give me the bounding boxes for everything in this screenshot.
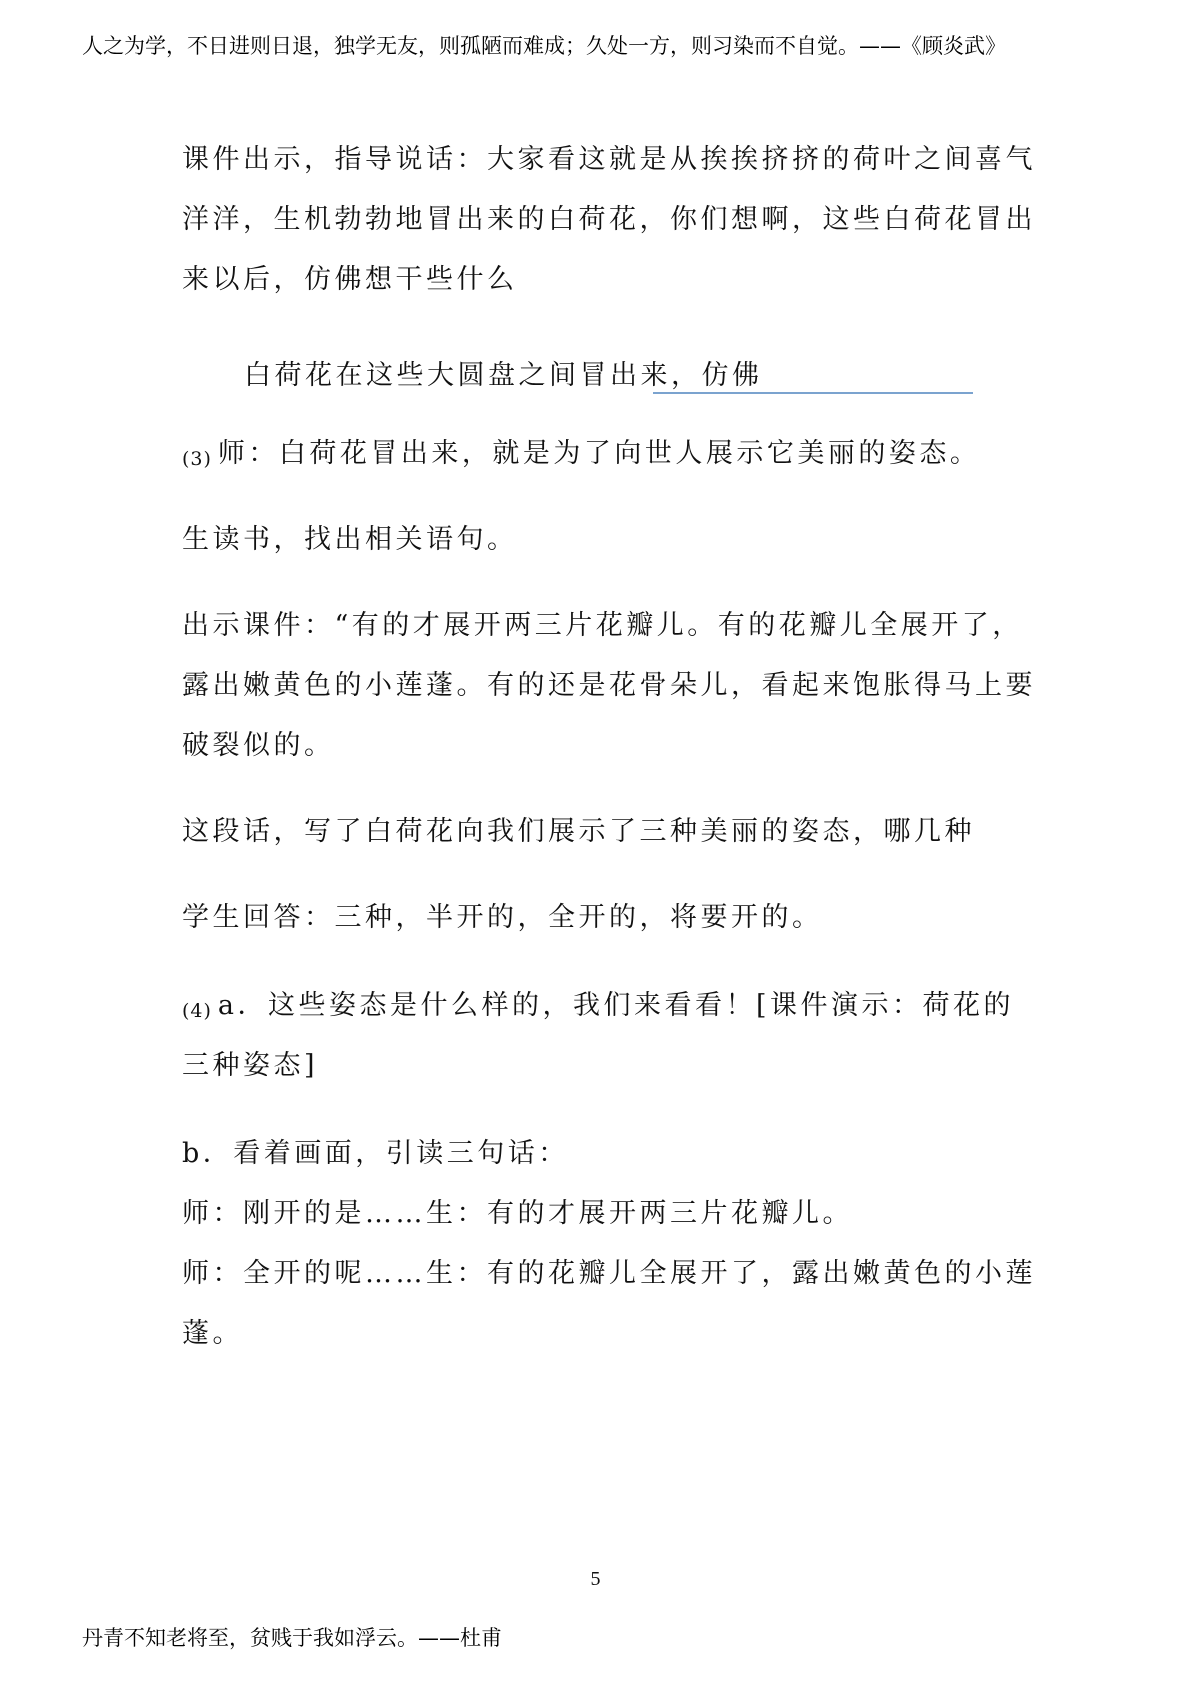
item-number: (3): [182, 448, 212, 470]
paragraph-line: 洋洋，生机勃勃地冒出来的白荷花，你们想啊，这些白荷花冒出: [182, 204, 1036, 235]
answer-blank-line: [653, 348, 973, 394]
paragraph-line: 师：全开的呢……生：有的花瓣儿全展开了，露出嫩黄色的小莲: [182, 1258, 1036, 1289]
paragraph-line: [182, 988, 1014, 1026]
fill-in-sentence: [244, 348, 763, 394]
footer-quote: 丹青不知老将至，贫贱于我如浮云。——杜甫: [82, 1626, 502, 1650]
fill-in-prompt: 白荷花在这些大圆盘之间冒出来，仿佛: [244, 360, 763, 391]
paragraph-line: 来以后，仿佛想干些什么: [182, 264, 518, 295]
paragraph-line: 蓬。: [182, 1318, 243, 1349]
paragraph-line: 出示课件：“有的才展开两三片花瓣儿。有的花瓣儿全展开了，: [182, 610, 1023, 641]
paragraph-line: 三种姿态]: [182, 1050, 319, 1081]
paragraph-line: 破裂似的。: [182, 730, 335, 761]
paragraph-line: b．看着画面，引读三句话：: [182, 1138, 569, 1169]
paragraph-line: 生读书，找出相关语句。: [182, 524, 518, 555]
paragraph-text: 师：白荷花冒出来，就是为了向世人展示它美丽的姿态。: [217, 438, 981, 469]
paragraph-text: a．这些姿态是什么样的，我们来看看！[课件演示：荷花的: [217, 990, 1015, 1021]
paragraph-line: 课件出示，指导说话：大家看这就是从挨挨挤挤的荷叶之间喜气: [182, 144, 1036, 175]
paragraph-line: [182, 436, 980, 474]
header-quote: 人之为学，不日进则日退，独学无友，则孤陋而难成；久处一方，则习染而不自觉。——《顾炎武》: [82, 34, 1006, 58]
paragraph-line: 学生回答：三种，半开的，全开的，将要开的。: [182, 902, 823, 933]
item-number: (4): [182, 1000, 212, 1022]
paragraph-line: 师：刚开的是……生：有的才展开两三片花瓣儿。: [182, 1198, 853, 1229]
paragraph-line: 这段话，写了白荷花向我们展示了三种美丽的姿态，哪几种: [182, 816, 975, 847]
page-number: 5: [590, 1568, 601, 1590]
paragraph-line: 露出嫩黄色的小莲蓬。有的还是花骨朵儿，看起来饱胀得马上要: [182, 670, 1036, 701]
